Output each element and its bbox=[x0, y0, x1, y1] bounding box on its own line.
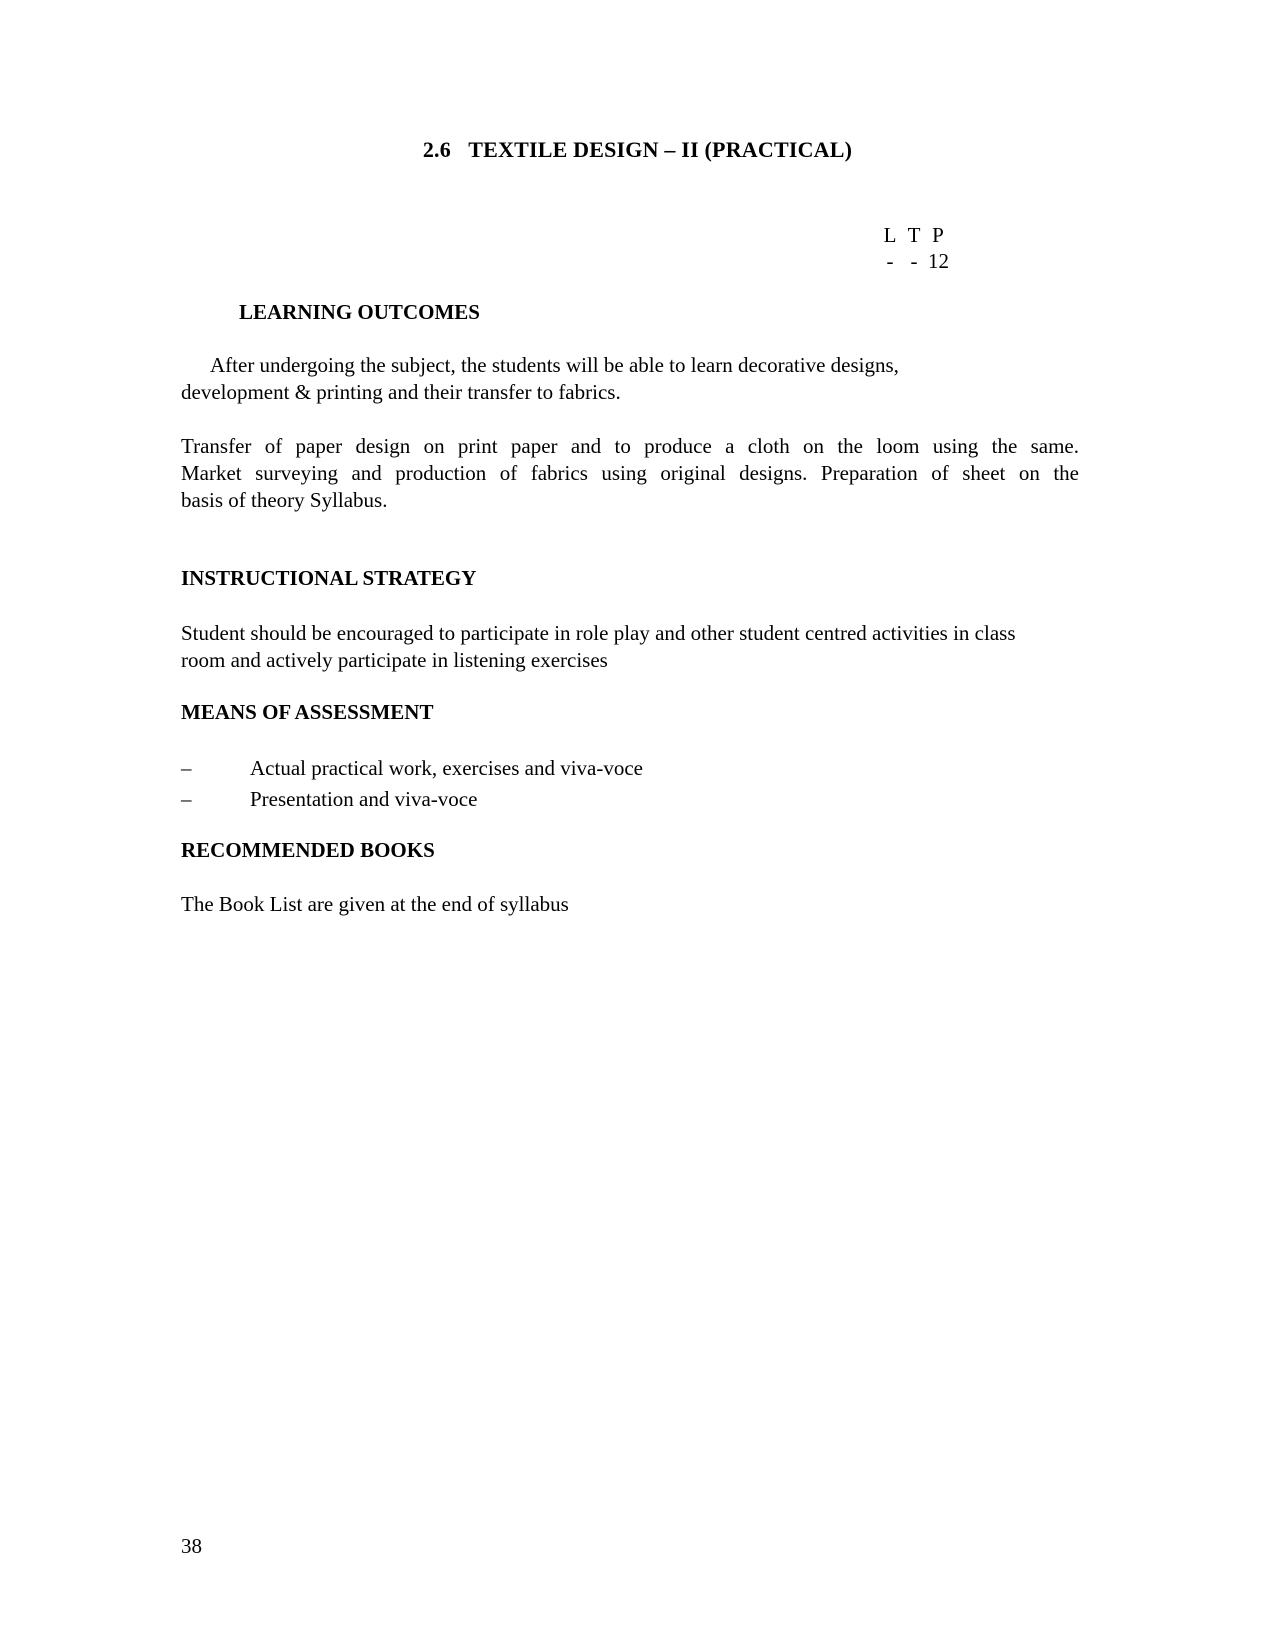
ltp-header-l: L bbox=[883, 223, 897, 247]
paragraph-line: room and actively participate in listening exercises bbox=[181, 648, 608, 672]
learning-outcomes-heading: LEARNING OUTCOMES bbox=[239, 300, 480, 324]
paragraph-line: Market surveying and production of fabrics using original designs. Preparation of sheet on the bbox=[181, 461, 1079, 485]
paragraph-line: basis of theory Syllabus. bbox=[181, 488, 388, 512]
ltp-value-t: - bbox=[910, 249, 918, 273]
instructional-strategy-paragraph bbox=[181, 620, 1181, 674]
learning-outcomes-paragraph-2 bbox=[181, 433, 1079, 514]
ltp-header-p: P bbox=[932, 223, 944, 247]
bullet-dash-marker: – bbox=[181, 787, 192, 811]
instructional-strategy-heading: INSTRUCTIONAL STRATEGY bbox=[181, 566, 477, 590]
recommended-books-text: The Book List are given at the end of syllabus bbox=[181, 892, 569, 916]
paragraph-line: Student should be encouraged to participate in role play and other student centred activities in class bbox=[181, 621, 1016, 645]
ltp-table bbox=[878, 222, 966, 274]
section-number: 2.6 bbox=[422, 137, 451, 162]
section-title: TEXTILE DESIGN – II (PRACTICAL) bbox=[468, 137, 853, 162]
paragraph-line: Transfer of paper design on print paper and to produce a cloth on the loom using the same. bbox=[181, 434, 1079, 458]
means-of-assessment-heading: MEANS OF ASSESSMENT bbox=[181, 700, 434, 724]
ltp-value-p: 12 bbox=[928, 249, 949, 273]
page-title bbox=[0, 137, 1275, 163]
paragraph-line: development & printing and their transfer to fabrics. bbox=[181, 380, 621, 404]
assessment-item: Presentation and viva-voce bbox=[250, 787, 478, 811]
page-number: 38 bbox=[181, 1534, 202, 1558]
ltp-value-l: - bbox=[886, 249, 894, 273]
learning-outcomes-paragraph-1 bbox=[181, 352, 1081, 406]
ltp-value-row bbox=[878, 248, 966, 274]
recommended-books-heading: RECOMMENDED BOOKS bbox=[181, 838, 435, 862]
ltp-header-row bbox=[878, 222, 966, 248]
ltp-header-t: T bbox=[907, 223, 921, 247]
assessment-item: Actual practical work, exercises and viva-voce bbox=[250, 756, 643, 780]
bullet-dash-marker: – bbox=[181, 756, 192, 780]
paragraph-line: After undergoing the subject, the students will be able to learn decorative designs, bbox=[210, 353, 899, 377]
